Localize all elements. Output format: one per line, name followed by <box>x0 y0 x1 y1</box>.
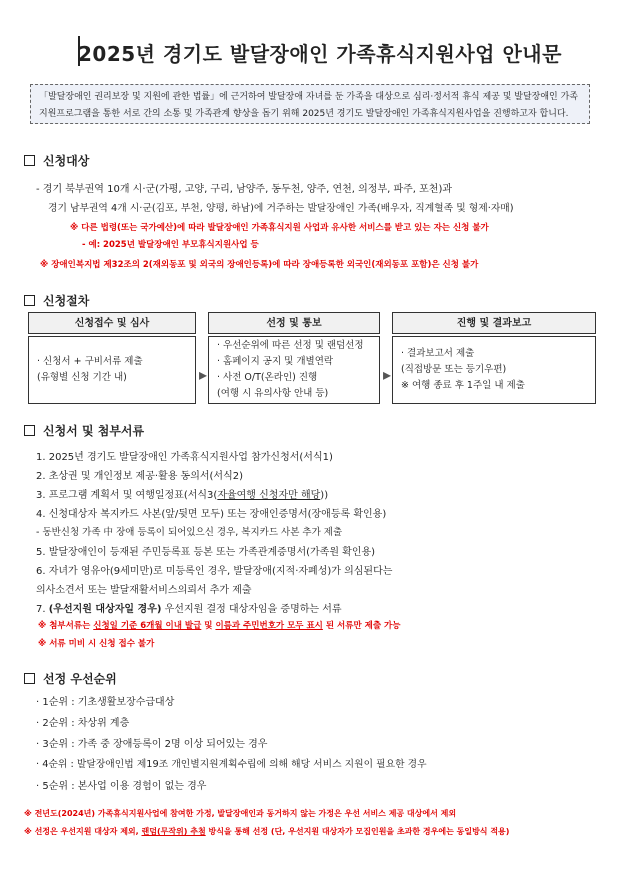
checkbox-square-icon <box>24 155 35 166</box>
procedure-step-line: · 신청서 + 구비서류 제출 <box>37 356 143 367</box>
document-item: 6. 자녀가 영유아(9세미만)로 미등록인 경우, 발달장애(지적·자폐성)가 의심된다는 <box>36 566 393 577</box>
intro-line: 지원프로그램을 통한 서로 간의 소통 및 가족관계 향상을 돕기 위해 2025년 경기도 발달장애인 가족휴식지원사업을 진행하고자 합니다. <box>39 109 569 119</box>
priority-note: ※ 전년도(2024년) 가족휴식지원사업에 참여한 가정, 발달장애인과 동거하지 않는 가정은 우선 서비스 제공 대상에서 제외 <box>24 809 457 818</box>
procedure-step-body <box>392 336 596 404</box>
section-heading-priority: 선정 우선순위 <box>24 670 117 687</box>
procedure-step-line: · 우선순위에 따른 선정 및 랜덤선정 <box>217 340 364 351</box>
document-note: ※ 첨부서류는 신청일 기준 6개월 이내 발급 및 이름과 주민번호가 모두 표시 된 서류만 제출 가능 <box>38 621 401 631</box>
checkbox-square-icon <box>24 425 35 436</box>
page-title: 2025년 경기도 발달장애인 가족휴식지원사업 안내문 <box>78 42 562 66</box>
intro-line: 「발달장애인 권리보장 및 지원에 관한 법률」에 근거하여 발달장애 자녀를 둔 가족을 대상으로 심리·정서적 휴식 제공 및 발달장애인 가족 <box>39 92 578 102</box>
procedure-step-body <box>208 336 380 404</box>
procedure-step-line: (여행 시 유의사항 안내 등) <box>217 388 329 399</box>
eligibility-line: 경기 남부권역 4개 시·군(김포, 부천, 양평, 하남)에 거주하는 발달장애인 가족(배우자, 직계혈족 및 형제·자매) <box>48 203 514 214</box>
section-heading-documents: 신청서 및 첨부서류 <box>24 422 144 439</box>
priority-note: ※ 선정은 우선지원 대상자 제외, 랜덤(무작위) 추첨 방식을 통해 선정 (단, 우선지원 대상자가 모집인원을 초과한 경우에는 동일방식 적용) <box>24 827 510 836</box>
priority-item: · 5순위 : 본사업 이용 경험이 없는 경우 <box>36 781 207 792</box>
procedure-step-title: 신청접수 및 심사 <box>28 312 196 334</box>
document-item: 1. 2025년 경기도 발달장애인 가족휴식지원사업 참가신청서(서식1) <box>36 452 333 463</box>
eligibility-note: ※ 다른 법령(또는 국가예산)에 따라 발달장애인 가족휴식지원 사업과 유사한 서비스를 받고 있는 자는 신청 불가 <box>70 223 489 233</box>
section-heading-eligibility: 신청대상 <box>24 152 89 169</box>
intro-box <box>30 84 590 124</box>
procedure-step-line: · 사전 O/T(온라인) 진행 <box>217 372 318 383</box>
section-heading-procedure: 신청절차 <box>24 292 89 309</box>
priority-item: · 3순위 : 가족 중 장애등록이 2명 이상 되어있는 경우 <box>36 739 268 750</box>
document-item: 7. (우선지원 대상자일 경우) 우선지원 결정 대상자임을 증명하는 서류 <box>36 604 342 615</box>
procedure-step-line: · 홈페이지 공지 및 개별연락 <box>217 356 334 367</box>
procedure-step-title: 선정 및 통보 <box>208 312 380 334</box>
procedure-step-line: (유형별 신청 기간 내) <box>37 372 127 383</box>
document-item: 4. 신청대상자 복지카드 사본(앞/뒷면 모두) 또는 장애인증명서(장애등록 확인용) <box>36 509 387 520</box>
procedure-step-line: · 결과보고서 제출 <box>401 348 475 359</box>
arrow-right-icon: ▸ <box>383 365 392 384</box>
checkbox-square-icon <box>24 673 35 684</box>
procedure-step-body <box>28 336 196 404</box>
procedure-step-title: 진행 및 결과보고 <box>392 312 596 334</box>
priority-item: · 2순위 : 차상위 계층 <box>36 718 130 729</box>
document-item: 2. 초상권 및 개인정보 제공·활용 동의서(서식2) <box>36 471 243 482</box>
priority-item: · 4순위 : 발달장애인법 제19조 개인별지원계획수립에 의해 해당 서비스 지원이 필요한 경우 <box>36 759 427 770</box>
document-item: 5. 발달장애인이 등재된 주민등록표 등본 또는 가족관계증명서(가족원 확인용) <box>36 547 376 558</box>
checkbox-square-icon <box>24 295 35 306</box>
eligibility-line: - 경기 북부권역 10개 시·군(가평, 고양, 구리, 남양주, 동두천, 양주, 연천, 의정부, 파주, 포천)과 <box>36 184 453 195</box>
arrow-right-icon: ▸ <box>199 365 208 384</box>
document-subitem: - 동반신청 가족 中 장애 등록이 되어있으신 경우, 복지카드 사본 추가 제출 <box>36 527 343 538</box>
eligibility-note: ※ 장애인복지법 제32조의 2(재외동포 및 외국의 장애인등록)에 따라 장애등록한 외국인(재외동포 포함)은 신청 불가 <box>40 260 479 270</box>
eligibility-note-example: - 예: 2025년 발달장애인 부모휴식지원사업 등 <box>82 240 259 250</box>
procedure-step-line: (직접방문 또는 등기우편) <box>401 364 507 375</box>
document-note: ※ 서류 미비 시 신청 접수 불가 <box>38 639 155 649</box>
document-item: 3. 프로그램 계획서 및 여행일정표(서식3(자율여행 신청자만 해당)) <box>36 490 329 501</box>
priority-item: · 1순위 : 기초생활보장수급대상 <box>36 697 175 708</box>
document-item: 의사소견서 또는 발달재활서비스의뢰서 추가 제출 <box>36 585 252 596</box>
procedure-step-line: ※ 여행 종료 후 1주일 내 제출 <box>401 380 525 391</box>
